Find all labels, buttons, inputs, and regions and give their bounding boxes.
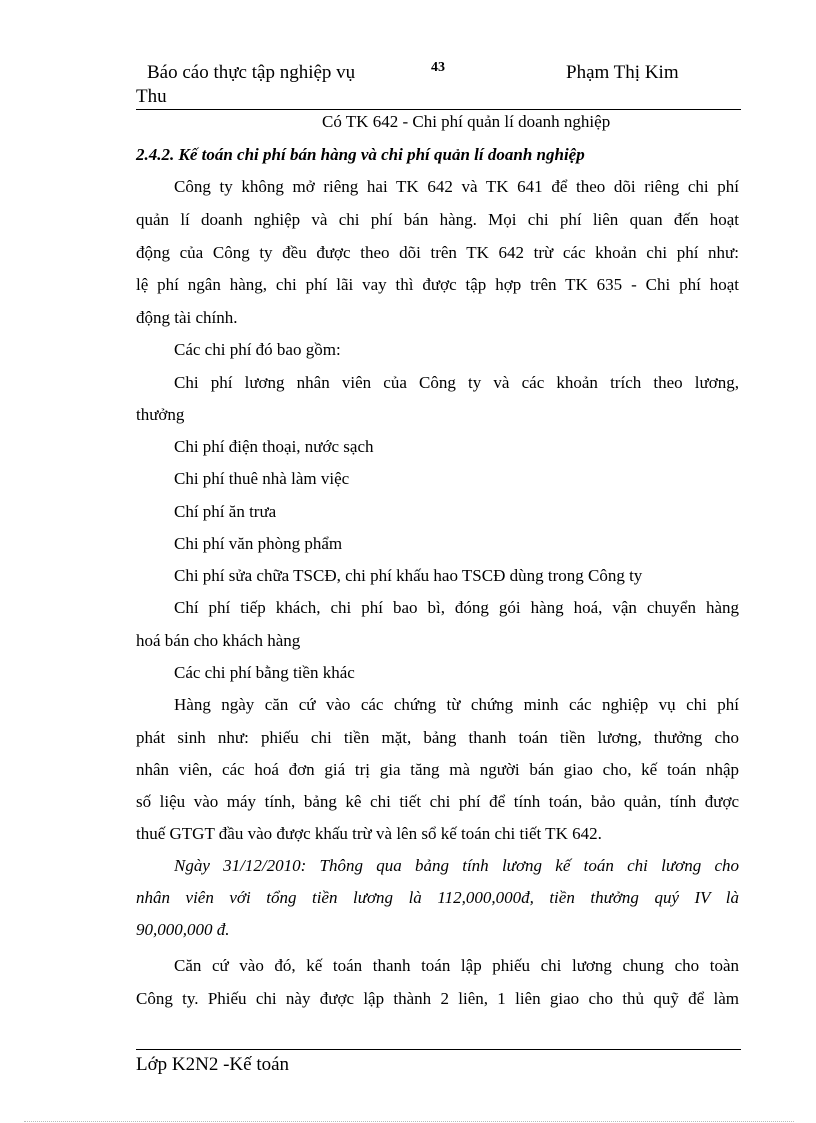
example-text: Ngày 31/12/2010: Thông qua bảng tính lương kế toán chi lương cho [174, 856, 739, 875]
journal-entry-line: Có TK 642 - Chi phí quản lí doanh nghiệp [322, 112, 611, 131]
text-line: lệ phí ngân hàng, chi phí lãi vay thì được tập hợp trên TK 635 - Chi phí hoạt [136, 275, 739, 294]
list-item: Các chi phí bằng tiền khác [174, 663, 355, 682]
example-text: nhân viên với tổng tiền lương là 112,000,000đ, tiền thưởng quý IV là [136, 888, 739, 907]
text-line: động của Công ty đều được theo dõi trên TK 642 trừ các khoản chi phí như: [136, 243, 739, 262]
header-title: Báo cáo thực tập nghiệp vụ [147, 62, 356, 83]
page-footer: Lớp K2N2 -Kế toán [136, 1054, 290, 1075]
section-heading: 2.4.2. Kế toán chi phí bán hàng và chi phí quản lí doanh nghiệp [136, 145, 585, 164]
text-line: Hàng ngày căn cứ vào các chứng từ chứng minh các nghiệp vụ chi phí [174, 695, 739, 714]
example-text: 90,000,000 đ. [136, 920, 230, 939]
header-title-continued: Thu [136, 86, 167, 107]
text-line: Công ty. Phiếu chi này được lập thành 2 liên, 1 liên giao cho thủ quỹ để làm [136, 989, 739, 1008]
list-item: Chí phí ăn trưa [174, 502, 277, 521]
text-line: Căn cứ vào đó, kế toán thanh toán lập phiếu chi lương chung cho toàn [174, 956, 739, 975]
list-item: Chi phí văn phòng phẩm [174, 534, 343, 553]
text-line: hoá bán cho khách hàng [136, 631, 301, 650]
page-border [24, 1121, 794, 1122]
list-item: Chi phí thuê nhà làm việc [174, 469, 350, 488]
text-line: Chi phí lương nhân viên của Công ty và các khoản trích theo lương, [174, 373, 739, 392]
text-line: thưởng [136, 405, 185, 424]
text-line: phát sinh như: phiếu chi tiền mặt, bảng thanh toán tiền lương, thưởng cho [136, 728, 739, 747]
text-line: Công ty không mở riêng hai TK 642 và TK 641 để theo dõi riêng chi phí [174, 177, 739, 196]
header-rule [136, 109, 741, 110]
list-item: Chi phí sửa chữa TSCĐ, chi phí khấu hao TSCĐ dùng trong Công ty [174, 566, 643, 585]
page-number: 43 [431, 60, 445, 75]
text-line: số liệu vào máy tính, bảng kê chi tiết chi phí để tính toán, bảo quản, tính được [136, 792, 739, 811]
list-item: Chí phí tiếp khách, chi phí bao bì, đóng gói hàng hoá, vận chuyển hàng [174, 598, 739, 617]
list-item: Chi phí điện thoại, nước sạch [174, 437, 374, 456]
text-line: quản lí doanh nghiệp và chi phí bán hàng. Mọi chi phí liên quan đến hoạt [136, 210, 739, 229]
footer-rule [136, 1049, 741, 1050]
text-line: động tài chính. [136, 308, 238, 327]
header-author: Phạm Thị Kim [566, 62, 679, 83]
text-line: thuế GTGT đầu vào được khấu trừ và lên sổ kế toán chi tiết TK 642. [136, 824, 602, 843]
text-line: nhân viên, các hoá đơn giá trị gia tăng mà người bán giao cho, kế toán nhập [136, 760, 739, 779]
text-line: Các chi phí đó bao gồm: [174, 340, 341, 359]
